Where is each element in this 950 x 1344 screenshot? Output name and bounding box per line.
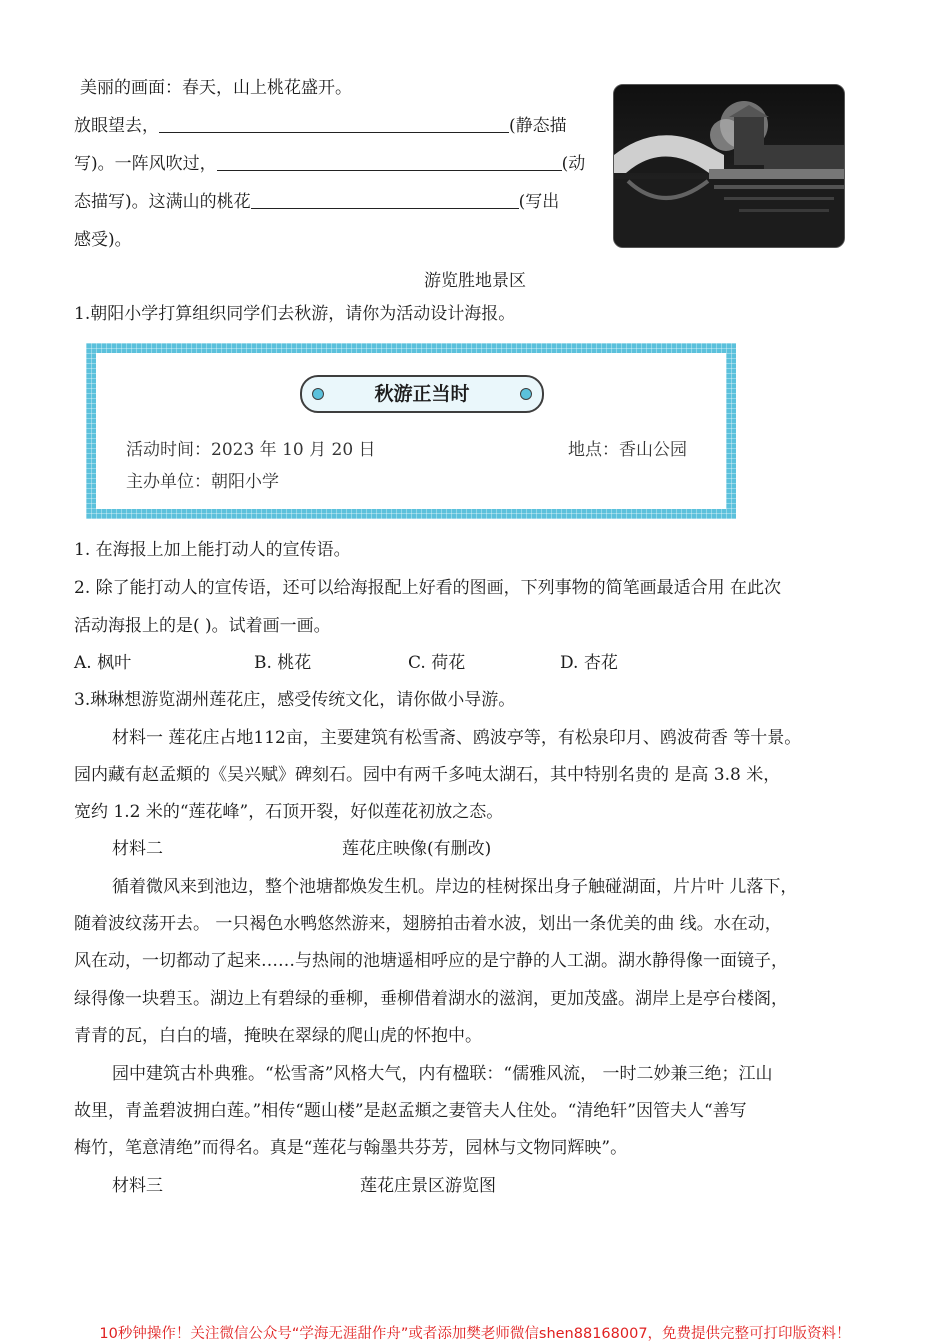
option-c[interactable]: C. 荷花 — [408, 653, 466, 673]
option-b[interactable]: B. 桃花 — [254, 653, 312, 673]
footer-promo-text: 10秒钟操作！关注微信公众号“学海无涯甜作舟”或者添加樊老师微信shen88168007，免费提供完整可打印版资料！ — [99, 1326, 851, 1342]
intro-line-5: 感受)。 — [74, 230, 132, 250]
material2-line: 青青的瓦，白白的墙，掩映在翠绿的爬山虎的怀抱中。 — [74, 1026, 482, 1046]
material3-label: 材料三 — [112, 1176, 163, 1196]
material2-line: 循着微风来到池边，整个池塘都焕发生机。岸边的桂树探出身子触碰湖面，片片叶 儿落下， — [112, 877, 798, 897]
material2b-line: 梅竹，笔意清绝”而得名。真是“莲花与翰墨共芬芳，园林与文物同辉映”。 — [74, 1138, 628, 1158]
poster-place: 地点：香山公园 — [568, 440, 687, 460]
material2-line: 绿得像一块碧玉。湖边上有碧绿的垂柳，垂柳借着湖水的滋润，更加茂盛。湖岸上是亭台楼阁， — [74, 989, 788, 1009]
material2-title: 莲花庄映像(有删改) — [342, 839, 492, 859]
option-a[interactable]: A. 枫叶 — [74, 653, 132, 673]
intro-line-1: 美丽的画面：春天，山上桃花盛开。 — [80, 78, 352, 98]
q1-sub2-line1: 2. 除了能打动人的宣传语，还可以给海报配上好看的图画，下列事物的简笔画最适合用 在此次 — [74, 578, 782, 598]
answer-blank-feeling[interactable] — [251, 190, 519, 209]
q1-sub1: 1. 在海报上加上能打动人的宣传语。 — [74, 540, 351, 560]
material2-line: 随着波纹荡开去。 一只褐色水鸭悠然游来，翅膀拍击着水波，划出一条优美的曲 线。水在动， — [74, 914, 782, 934]
answer-blank-static[interactable] — [159, 114, 509, 133]
material2-line: 风在动，一切都动了起来……与热闹的池塘遥相呼应的是宁静的人工湖。湖水静得像一面镜子， — [74, 951, 788, 971]
q1-sub2-line2: 活动海报上的是( )。试着画一画。 — [74, 616, 331, 636]
option-d[interactable]: D. 杏花 — [560, 653, 618, 673]
intro-line-2: 放眼望去， (静态描 — [74, 116, 567, 136]
bridge-night-photo — [613, 84, 845, 248]
material1-line: 宽约 1.2 米的“莲花峰”，石顶开裂，好似莲花初放之态。 — [74, 802, 504, 822]
material2b-line: 园中建筑古朴典雅。“松雪斋”风格大气，内有楹联：“儒雅风流， 一时二妙兼三绝；江山 — [112, 1064, 773, 1084]
poster-title: 秋游正当时 — [300, 375, 544, 413]
material2-label: 材料二 — [112, 839, 163, 859]
bullet-dot-icon — [520, 388, 532, 400]
material1-line: 材料一 莲花庄占地112亩，主要建筑有松雪斋、鸥波亭等，有松泉印月、鸥波荷香 等十景。 — [112, 728, 802, 748]
autumn-trip-poster — [86, 343, 736, 519]
q3-stem: 3.琳琳想游览湖州莲花庄，感受传统文化，请你做小导游。 — [74, 690, 516, 710]
section-title: 游览胜地景区 — [424, 271, 526, 291]
material3-title: 莲花庄景区游览图 — [360, 1176, 496, 1196]
intro-line-3: 写)。一阵风吹过， (动 — [74, 154, 586, 174]
answer-blank-dynamic[interactable] — [217, 152, 562, 171]
bullet-dot-icon — [312, 388, 324, 400]
material1-line: 园内藏有赵孟頫的《吴兴赋》碑刻石。园中有两千多吨太湖石，其中特别名贵的 是高 3.8 米， — [74, 765, 781, 785]
material2b-line: 故里，青盖碧波拥白莲。”相传“题山楼”是赵孟頫之妻管夫人住处。“清绝轩”因管夫人“善写 — [74, 1101, 747, 1121]
poster-inner — [96, 353, 726, 509]
intro-line-4: 态描写)。这满山的桃花 (写出 — [74, 192, 560, 212]
q1-stem: 1.朝阳小学打算组织同学们去秋游，请你为活动设计海报。 — [74, 304, 516, 324]
poster-time: 活动时间：2023 年 10 月 20 日 — [126, 440, 376, 460]
poster-organizer: 主办单位：朝阳小学 — [126, 472, 279, 492]
bridge-scene-icon — [614, 85, 844, 247]
